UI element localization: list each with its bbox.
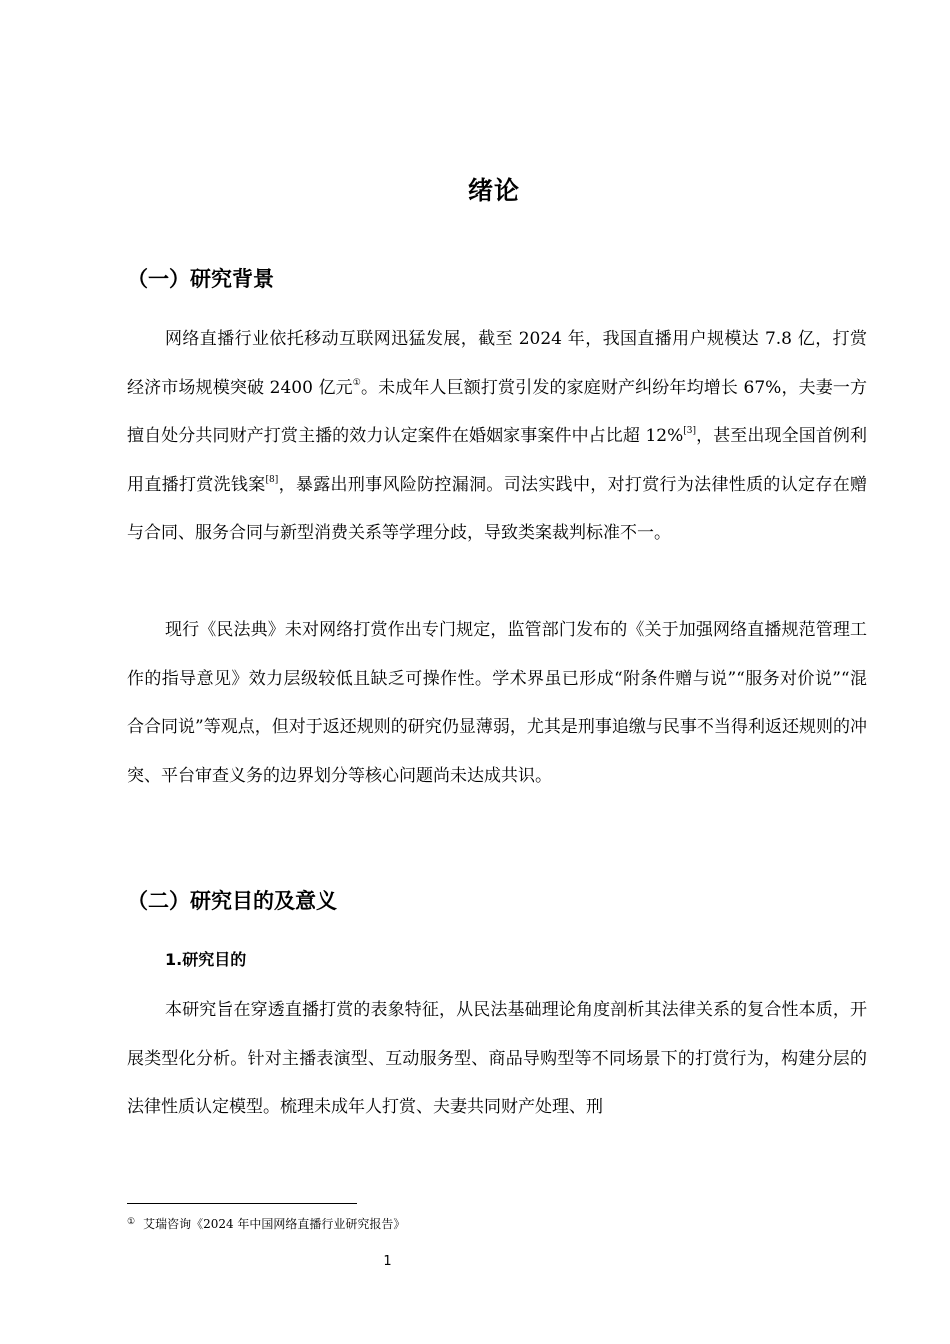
section-heading-purpose: （二）研究目的及意义 xyxy=(127,889,337,913)
paragraph-text: ，暴露出刑事风险防控漏洞。司法实践中，对打赏行为法律性质的认定存在赠与合同、服务合同与新型消费关系等学理分歧，导致类案裁判标准不一。 xyxy=(127,474,868,543)
footnote-text: 艾瑞咨询《2024 年中国网络直播行业研究报告》 xyxy=(143,1217,406,1231)
footnote xyxy=(127,1215,405,1232)
paragraph-text: ，甚至出现全国首例利用直播打赏洗钱案 xyxy=(127,426,867,495)
footnote-divider xyxy=(127,1203,357,1204)
chapter-title: 绪论 xyxy=(467,176,520,205)
paragraph-background-2: 现行《民法典》未对网络打赏作出专门规定，监管部门发布的《关于加强网络直播规范管理工作的指导意见》效力层级较低且缺乏可操作性。学术界虽已形成“附条件赠与说”“服务对价说”“混合合同说”等观点，但对于返还规则的研究仍显薄弱，尤其是刑事追缴与民事不当得利返还规则的冲突、平台审查义务的边界划分等核心问题尚未达成共识。 xyxy=(127,620,867,786)
page-number: 1 xyxy=(383,1254,392,1269)
citation-ref-8[interactable]: [8] xyxy=(265,474,279,485)
citation-ref-3[interactable]: [3] xyxy=(683,426,696,436)
paragraph-background-1 xyxy=(127,315,867,558)
paragraph-text: 网络直播行业依托移动互联网迅猛发展，截至 2024 年，我国直播用户规模达 7.8 亿，打赏经济市场规模突破 2400 亿元 xyxy=(127,329,867,398)
footnote-mark: ① xyxy=(127,1217,136,1227)
paragraph-purpose: 本研究旨在穿透直播打赏的表象特征，从民法基础理论角度剖析其法律关系的复合性本质，开展类型化分析。针对主播表演型、互动服务型、商品导购型等不同场景下的打赏行为，构建分层的法律性质认定模型。梳理未成年人打赏、夫妻共同财产处理、刑 xyxy=(127,1000,867,1117)
paragraph-text: 。未成年人巨额打赏引发的家庭财产纠纷年均增长 67%，夫妻一方擅自处分共同财产打赏主播的效力认定案件在婚姻家事案件中占比超 12% xyxy=(127,377,867,446)
section-heading-background: （一）研究背景 xyxy=(127,267,274,291)
subsection-heading-purpose: 1.研究目的 xyxy=(165,950,247,969)
footnote-marker[interactable]: ① xyxy=(352,377,361,388)
